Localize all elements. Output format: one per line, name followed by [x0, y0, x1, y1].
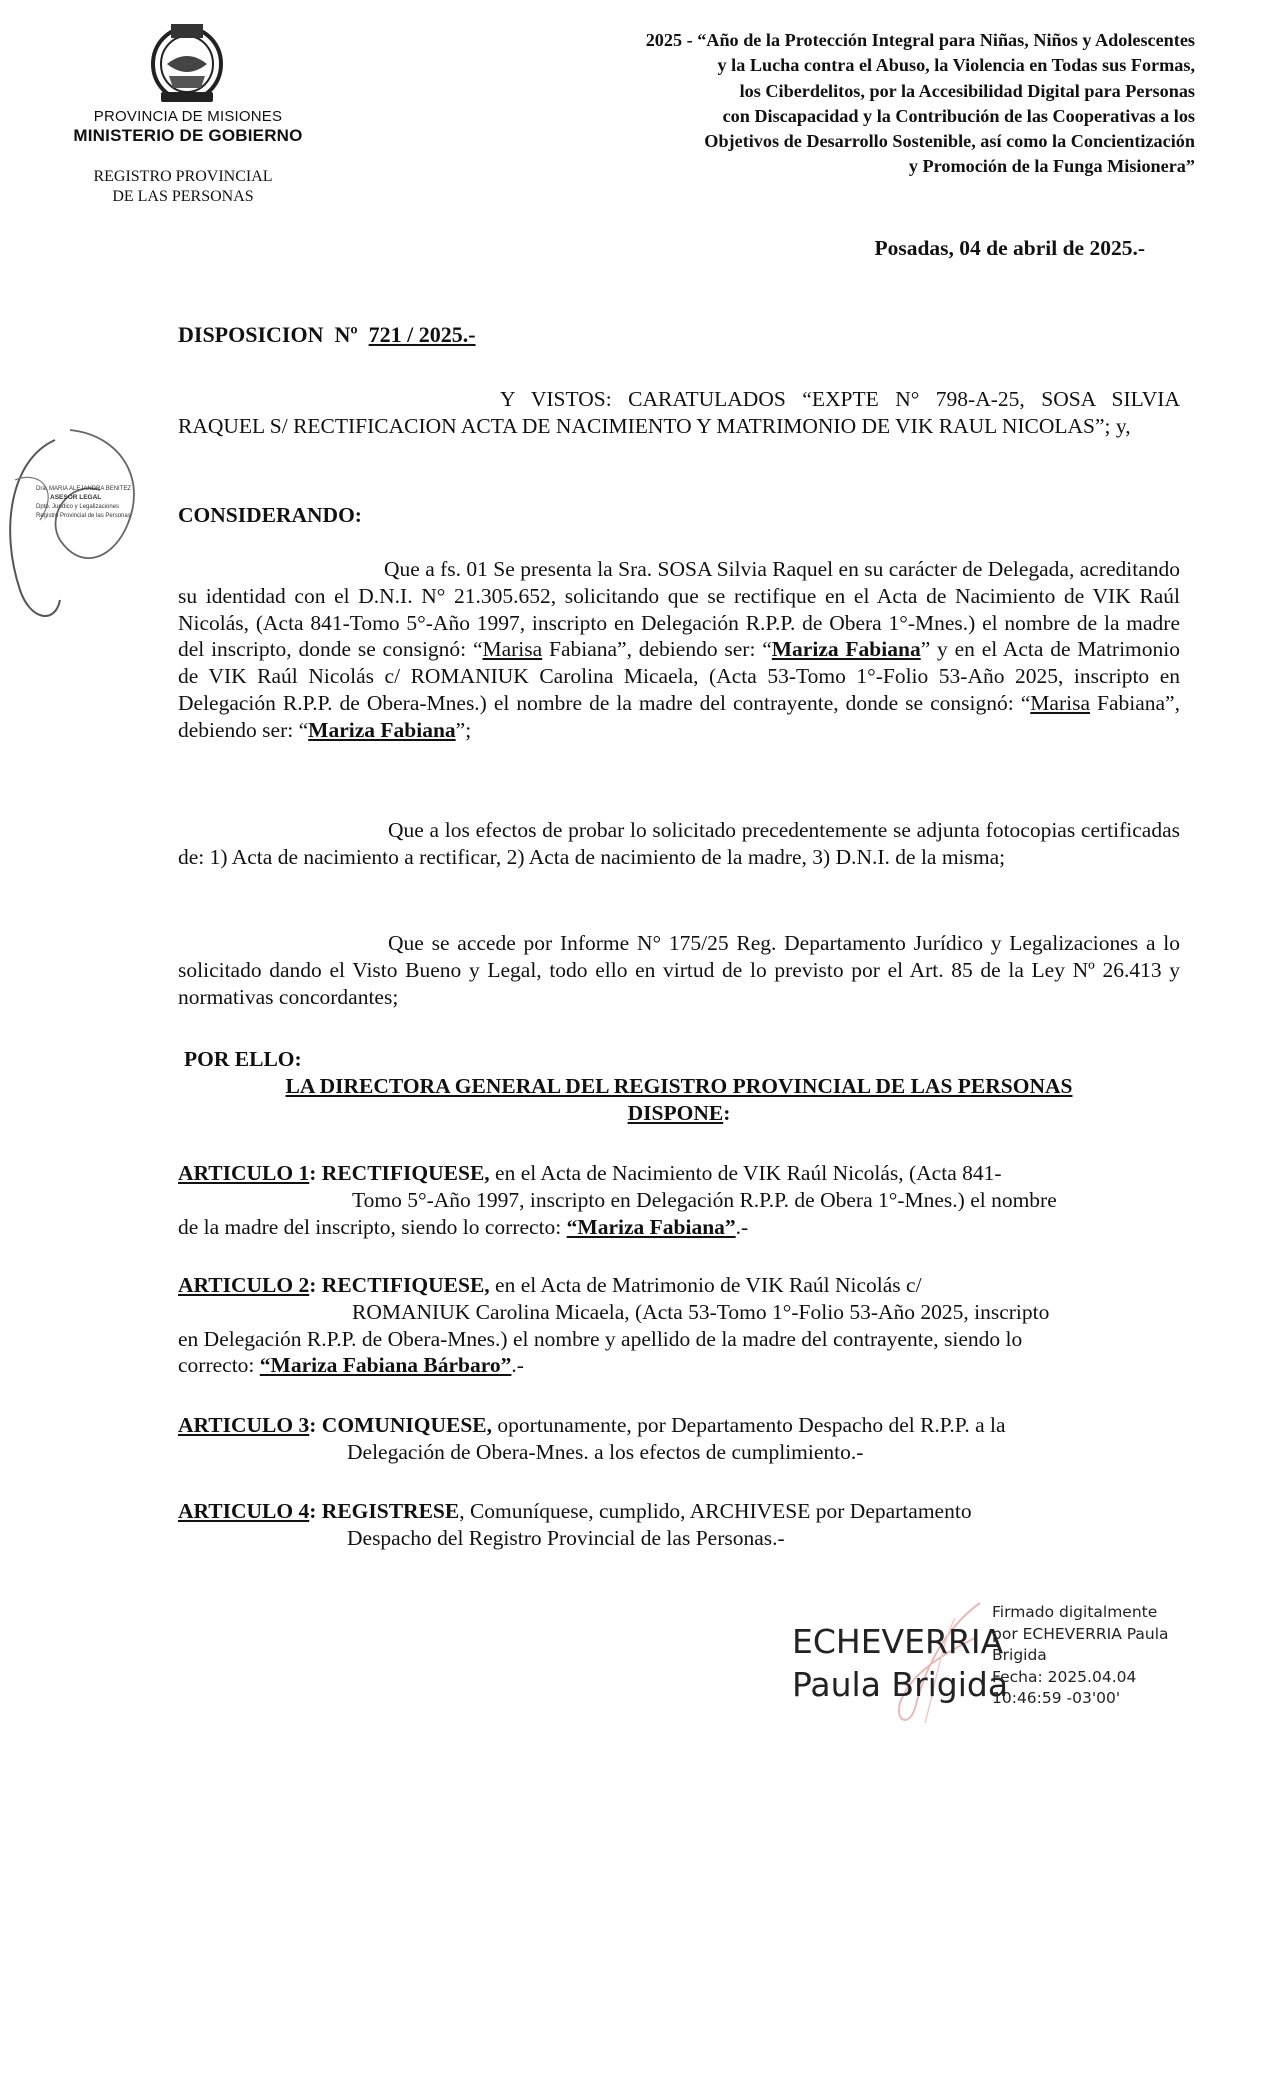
p1-wrong-name-2: Marisa — [1030, 690, 1090, 715]
article-colon: : — [309, 1161, 317, 1185]
stamp-line: Dpto. Jurídico y Legalizaciones — [36, 504, 120, 510]
disposition-title — [178, 322, 476, 348]
motto-line: y la Lucha contra el Abuso, la Violencia en Todas sus Formas, — [717, 55, 1195, 76]
org-line-province: PROVINCIA DE MISIONES — [93, 108, 283, 125]
dispone-colon: : — [723, 1101, 731, 1125]
motto-line: con Discapacidad y la Contribución de las Cooperativas a los — [722, 105, 1195, 126]
place-date: Posadas, 04 de abril de 2025.- — [874, 236, 1145, 260]
p1-correct-name-2: Mariza Fabiana — [308, 717, 456, 742]
article-4-verb: REGISTRESE — [321, 1499, 460, 1523]
article-3-text: oportunamente, por Departamento Despacho del R.P.P. a la — [492, 1413, 1006, 1437]
disposition-label: DISPOSICION — [178, 322, 324, 347]
signer-given-names: Paula Brigida — [792, 1665, 1009, 1704]
article-2-line-1 — [178, 1272, 1180, 1299]
dispone-heading — [178, 1100, 1180, 1127]
signature-meta-line: Firmado digitalmente — [992, 1603, 1158, 1621]
article-3-label: ARTICULO 3 — [178, 1413, 310, 1437]
article-1-text-3: de la madre del inscripto, siendo lo correcto: — [178, 1214, 567, 1239]
vistos-paragraph: Y VISTOS: CARATULADOS “EXPTE N° 798-A-25, SOSA SILVIA RAQUEL S/ RECTIFICACION ACTA DE NACIMIENTO Y MATRIMONIO DE VIK RAUL NICOLAS”; y, — [178, 387, 1180, 438]
article-3-line-1 — [178, 1412, 1180, 1439]
p1-text-e: ”; — [455, 717, 472, 742]
article-colon: : — [309, 1413, 317, 1437]
considerando-heading: CONSIDERANDO: — [178, 503, 362, 527]
registry-line-1: REGISTRO PROVINCIAL — [93, 168, 273, 185]
article-1-line-1 — [178, 1160, 1180, 1187]
p1-text-d: Fabiana”, debiendo ser: “ — [178, 690, 1180, 742]
article-1-line-2: Tomo 5°-Año 1997, inscripto en Delegación R.P.P. de Obera 1°-Mnes.) el nombre — [352, 1187, 1057, 1212]
article-1-end: .- — [735, 1214, 749, 1239]
signer-surname: ECHEVERRIA — [792, 1622, 1004, 1661]
article-4-text: , Comuníquese, cumplido, ARCHIVESE por Departamento — [459, 1499, 972, 1523]
article-2-verb: RECTIFIQUESE, — [321, 1273, 490, 1297]
dispone-word: DISPONE — [627, 1101, 724, 1125]
signature-meta-line: 10:46:59 -03'00' — [992, 1689, 1121, 1707]
stamp-line: Dra. MARIA ALEJANDRA BENITEZ — [36, 486, 132, 492]
p1-text-b: Fabiana”, debiendo ser: “ — [542, 637, 772, 662]
article-2-line-3: en Delegación R.P.P. de Obera-Mnes.) el nombre y apellido de la madre del contrayente, siendo lo — [178, 1326, 1023, 1351]
article-3-line-2: Delegación de Obera-Mnes. a los efectos de cumplimiento.- — [347, 1439, 864, 1464]
article-2-line-4 — [178, 1352, 1180, 1379]
article-2-correct-value: “Mariza Fabiana Bárbaro” — [259, 1353, 512, 1378]
article-4-line-2: Despacho del Registro Provincial de las Personas.- — [347, 1525, 785, 1550]
article-2 — [178, 1272, 1180, 1379]
signature-meta-line: por ECHEVERRIA Paula — [992, 1624, 1169, 1643]
por-ello-heading: POR ELLO: — [184, 1047, 302, 1071]
article-colon: : — [309, 1499, 317, 1523]
article-4 — [178, 1498, 1180, 1552]
motto-line: 2025 - “Año de la Protección Integral para Niñas, Niños y Adolescentes — [645, 30, 1195, 50]
p1-text-a: Que a fs. 01 Se presenta la Sra. SOSA Silvia Raquel en su carácter de Delegada, acreditando su identidad con el D.N.I. N° 21.305.652, solicitando que se rectifique en el Acta de Nacimiento de VIK Raúl Nicolás, (Acta 841-Tomo 5°-Año 1997, inscripto en Delegación R.P.P. de Obera 1°-Mnes.) el nombre de la madre del inscripto, donde se consignó: “ — [178, 557, 1180, 662]
article-4-label: ARTICULO 4 — [178, 1499, 310, 1523]
article-2-label: ARTICULO 2 — [178, 1273, 310, 1297]
article-1-text: en el Acta de Nacimiento de VIK Raúl Nicolás, (Acta 841- — [489, 1161, 1002, 1185]
article-3-verb: COMUNIQUESE, — [321, 1413, 493, 1437]
stamp-line: ASESOR LEGAL — [50, 494, 102, 501]
motto-line: y Promoción de la Funga Misionera” — [908, 156, 1195, 177]
article-3 — [178, 1412, 1180, 1466]
article-2-end: .- — [511, 1353, 524, 1378]
disposition-number-prefix: Nº — [334, 322, 358, 347]
considerando-paragraph-3: Que se accede por Informe N° 175/25 Reg. Departamento Jurídico y Legalizaciones a lo solicitado dando el Visto Bueno y Legal, todo ello en virtud de lo previsto por el Art. 85 de la Ley Nº 26.413 y normativas concordantes; — [178, 931, 1180, 1009]
article-2-text: en el Acta de Matrimonio de VIK Raúl Nicolás c/ — [489, 1273, 922, 1297]
considerando-paragraph-2: Que a los efectos de probar lo solicitado precedentemente se adjunta fotocopias certificadas de: 1) Acta de nacimiento a rectificar, 2) Acta de nacimiento de la madre, 3) D.N.I. de la misma; — [178, 818, 1180, 869]
article-1 — [178, 1160, 1180, 1240]
disposition-number: 721 / 2025.- — [368, 322, 476, 347]
digital-signature-mark-icon — [885, 1598, 995, 1728]
article-2-text-4: correcto: — [178, 1353, 260, 1378]
stamp-line: Registro Provincial de las Personas — [36, 513, 131, 519]
article-4-line-1 — [178, 1498, 1180, 1525]
motto-line: los Ciberdelitos, por la Accesibilidad Digital para Personas — [739, 80, 1195, 101]
org-line-ministry: MINISTERIO DE GOBIERNO — [73, 126, 303, 145]
article-1-correct-value: “Mariza Fabiana” — [566, 1214, 736, 1239]
provincial-seal-icon — [145, 18, 229, 106]
registry-line-2: DE LAS PERSONAS — [112, 188, 254, 205]
signature-meta-line: Brigida — [992, 1646, 1047, 1664]
signature-meta-line: Fecha: 2025.04.04 — [992, 1667, 1137, 1686]
article-2-line-2: ROMANIUK Carolina Micaela, (Acta 53-Tomo 1°-Folio 53-Año 2025, inscripto — [352, 1299, 1050, 1324]
year-motto — [420, 28, 1195, 180]
digital-signature-details — [992, 1602, 1192, 1710]
article-colon: : — [309, 1273, 317, 1297]
p1-wrong-name: Marisa — [482, 637, 543, 662]
article-1-verb: RECTIFIQUESE, — [321, 1161, 490, 1185]
motto-line: Objetivos de Desarrollo Sostenible, así como la Concientización — [704, 131, 1195, 152]
p1-text-c: ” y en el Acta de Matrimonio de VIK Raúl Nicolás c/ ROMANIUK Carolina Micaela, (Acta 53-Tomo 1°-Folio 53-Año 2025, inscripto en Delegación R.P.P. de Obera-Mnes.) el nombre de la madre del contrayente, donde se consignó: “ — [178, 637, 1181, 715]
directora-heading: LA DIRECTORA GENERAL DEL REGISTRO PROVINCIAL DE LAS PERSONAS — [285, 1074, 1073, 1098]
considerando-paragraph-1 — [178, 556, 1180, 744]
legal-advisor-stamp-signature — [0, 420, 170, 630]
p1-correct-name: Mariza Fabiana — [771, 637, 921, 662]
article-1-label: ARTICULO 1 — [178, 1161, 310, 1185]
article-1-line-3 — [178, 1214, 1180, 1241]
